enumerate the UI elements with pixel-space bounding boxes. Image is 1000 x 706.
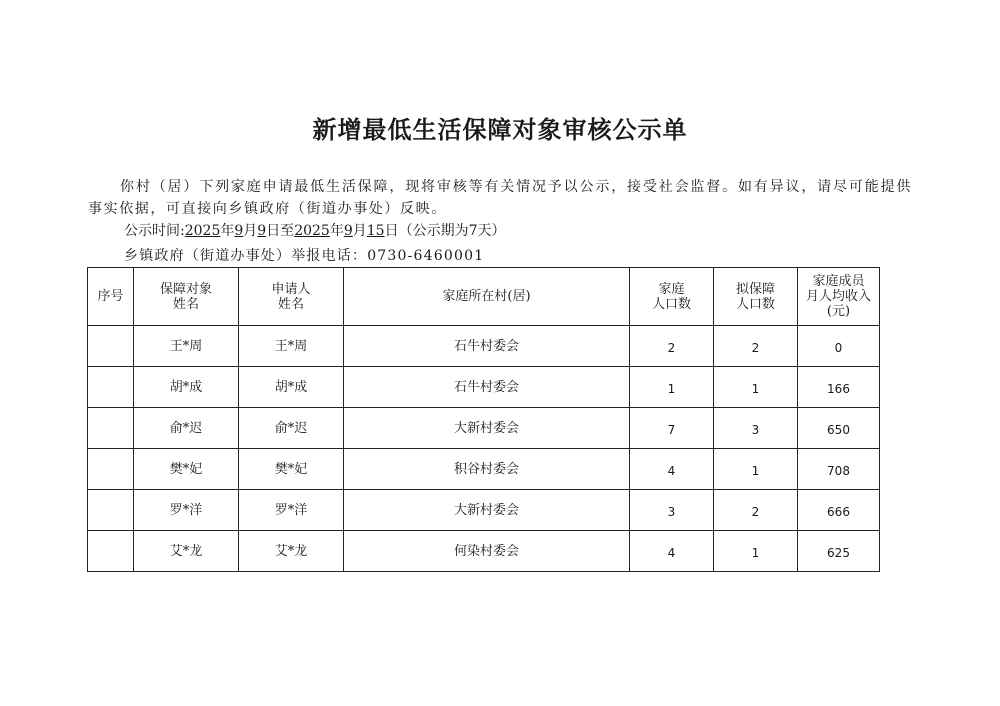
cell-applicant: 王*周 <box>239 326 344 367</box>
cell-population: 2 <box>630 326 714 367</box>
cell-subject: 胡*成 <box>134 367 239 408</box>
table-row <box>88 367 880 408</box>
recipients-table <box>87 267 880 572</box>
header-covered-line1: 拟保障 <box>735 281 775 297</box>
hotline: 乡镇政府（街道办事处）举报电话：0730-6460001 <box>124 248 485 264</box>
start-year: 2025 <box>184 223 221 239</box>
cell-applicant: 胡*成 <box>239 367 344 408</box>
cell-applicant: 罗*洋 <box>239 490 344 531</box>
end-year: 2025 <box>294 223 330 239</box>
cell-seq <box>88 326 134 367</box>
header-income-line2: 月人均收入 <box>805 289 871 304</box>
cell-income: 708 <box>798 449 880 490</box>
table-header-row <box>88 268 880 326</box>
cell-population: 4 <box>630 449 714 490</box>
start-day: 9 <box>257 223 267 239</box>
cell-covered: 2 <box>714 490 798 531</box>
cell-population: 1 <box>630 367 714 408</box>
cell-population: 3 <box>630 490 714 531</box>
cell-village: 大新村委会 <box>344 490 630 531</box>
cell-subject: 樊*妃 <box>134 449 239 490</box>
header-applicant-line2: 姓名 <box>277 296 304 312</box>
end-month: 9 <box>343 223 353 239</box>
cell-covered: 1 <box>714 449 798 490</box>
intro-paragraph: 你村（居）下列家庭申请最低生活保障，现将审核等有关情况予以公示，接受社会监督。如有异议，请尽可能提供事实依据，可直接向乡镇政府（街道办事处）反映。 <box>88 179 912 217</box>
unit-day: 日 <box>384 223 399 239</box>
header-subject <box>134 268 239 326</box>
header-income-line3: (元) <box>826 304 851 319</box>
header-population-line2: 人口数 <box>651 296 691 312</box>
notice-period <box>124 220 506 242</box>
unit-day: 日 <box>266 223 281 239</box>
header-covered-line2: 人口数 <box>735 296 775 312</box>
cell-village: 大新村委会 <box>344 408 630 449</box>
cell-population: 7 <box>630 408 714 449</box>
cell-covered: 2 <box>714 326 798 367</box>
cell-covered: 1 <box>714 531 798 572</box>
unit-year: 年 <box>329 223 344 239</box>
cell-income: 166 <box>798 367 880 408</box>
unit-month: 月 <box>243 223 258 239</box>
cell-seq <box>88 531 134 572</box>
header-applicant <box>239 268 344 326</box>
header-subject-line1: 保障对象 <box>159 281 212 297</box>
table-row <box>88 531 880 572</box>
header-subject-line2: 姓名 <box>172 296 199 312</box>
table-row <box>88 449 880 490</box>
cell-seq <box>88 408 134 449</box>
header-population <box>630 268 714 326</box>
cell-covered: 3 <box>714 408 798 449</box>
cell-seq <box>88 367 134 408</box>
cell-covered: 1 <box>714 367 798 408</box>
cell-income: 625 <box>798 531 880 572</box>
header-village-label: 家庭所在村(居) <box>442 289 531 304</box>
cell-subject: 俞*迟 <box>134 408 239 449</box>
header-seq-label: 序号 <box>97 289 124 304</box>
cell-income: 666 <box>798 490 880 531</box>
unit-year: 年 <box>220 223 235 239</box>
table-row <box>88 490 880 531</box>
header-applicant-line1: 申请人 <box>271 281 311 297</box>
header-income <box>798 268 880 326</box>
header-village <box>344 268 630 326</box>
cell-subject: 艾*龙 <box>134 531 239 572</box>
cell-applicant: 俞*迟 <box>239 408 344 449</box>
cell-village: 石牛村委会 <box>344 326 630 367</box>
start-month: 9 <box>234 223 244 239</box>
cell-village: 积谷村委会 <box>344 449 630 490</box>
header-income-line1: 家庭成员 <box>812 274 865 289</box>
cell-subject: 罗*洋 <box>134 490 239 531</box>
cell-income: 0 <box>798 326 880 367</box>
duration: （公示期为7天） <box>398 223 506 239</box>
cell-seq <box>88 449 134 490</box>
cell-applicant: 樊*妃 <box>239 449 344 490</box>
cell-applicant: 艾*龙 <box>239 531 344 572</box>
unit-month: 月 <box>352 223 367 239</box>
header-seq <box>88 268 134 326</box>
table-row <box>88 326 880 367</box>
cell-village: 石牛村委会 <box>344 367 630 408</box>
header-population-line1: 家庭 <box>658 281 685 297</box>
page-title: 新增最低生活保障对象审核公示单 <box>312 116 688 144</box>
cell-income: 650 <box>798 408 880 449</box>
cell-seq <box>88 490 134 531</box>
table-row <box>88 408 880 449</box>
cell-population: 4 <box>630 531 714 572</box>
header-covered <box>714 268 798 326</box>
cell-village: 何染村委会 <box>344 531 630 572</box>
cell-subject: 王*周 <box>134 326 239 367</box>
end-day: 15 <box>366 223 385 239</box>
notice-period-label: 公示时间: <box>124 223 185 239</box>
connector: 至 <box>280 223 295 239</box>
